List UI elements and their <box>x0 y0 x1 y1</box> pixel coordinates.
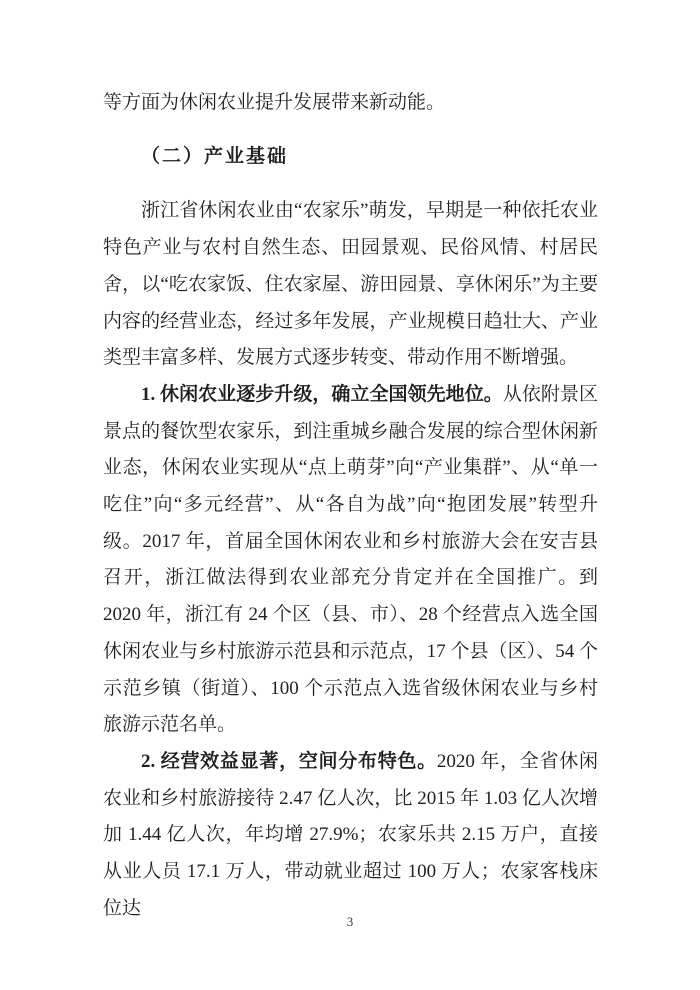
document-body <box>103 85 598 927</box>
paragraph-point-2 <box>103 744 598 928</box>
paragraph-text: 从依附景区景点的餐饮型农家乐，到注重城乡融合发展的综合型休闲新业态，休闲农业实现从“点上萌芽”向“产业集群”、从“单一吃住”向“多元经营”、从“各自为战”向“抱团发展”转型升级。2017 年，首届全国休闲农业和乡村旅游大会在安吉县召开，浙江做法得到农业部充分肯定并在全国推广。到 2020 年，浙江有 24 个区（县、市）、28 个经营点入选全国休闲农业与乡村旅游示范县和示范点，17 个县（区）、54 个示范乡镇（街道）、100 个示范点入选省级休闲农业与乡村旅游示范名单。 <box>103 383 598 736</box>
section-heading: （二）产业基础 <box>141 145 289 167</box>
paragraph-lead-bold: 2. 经营效益显著，空间分布特色。 <box>141 750 437 772</box>
paragraph-industry-overview <box>103 193 598 377</box>
paragraph-lead-bold: 1. 休闲农业逐步升级，确立全国领先地位。 <box>141 383 503 405</box>
paragraph-text: 2020 年，全省休闲农业和乡村旅游接待 2.47 亿人次，比 2015 年 1.03 亿人次增加 1.44 亿人次，年均增 27.9%；农家乐共 2.15 万户，直接从业人员 17.1 万人，带动就业超过 100 万人；农家客栈床位达 <box>103 750 598 919</box>
paragraph-continuation: 等方面为休闲农业提升发展带来新动能。 <box>103 92 446 113</box>
page-number: 3 <box>346 914 354 929</box>
paragraph-point-1 <box>103 377 598 744</box>
paragraph-text: 浙江省休闲农业由“农家乐”萌发，早期是一种依托农业特色产业与农村自然生态、田园景观、民俗风情、村居民舍，以“吃农家饭、住农家屋、游田园景、享休闲乐”为主要内容的经营业态，经过多年发展，产业规模日趋壮大、产业类型丰富多样、发展方式逐步转变、带动作用不断增强。 <box>103 200 598 369</box>
